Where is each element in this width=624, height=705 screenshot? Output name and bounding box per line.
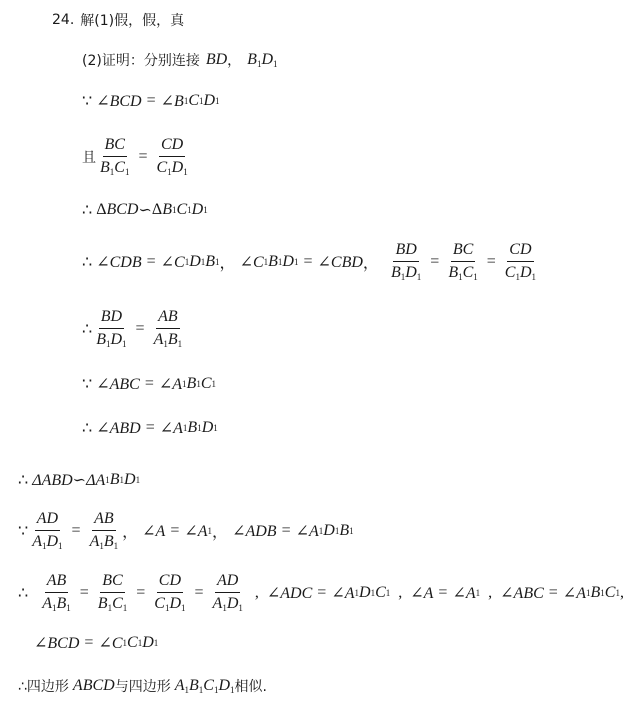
answer-header: [52, 10, 184, 30]
conclusion: ∴四边形 ABCD 与四边形 $A_1B_1C_1D_1$ 相似.: [18, 677, 267, 695]
similar-abd: ∴ ΔABD∽ΔA 1 B 1 D 1: [18, 471, 141, 489]
eq-angle-bcd: ∵ ∠BCD = ∠B 1 C 1 D 1: [82, 92, 220, 110]
segment-b1d1: $B_1D_1$: [247, 51, 278, 69]
comma: ，: [227, 53, 242, 69]
eq-ratio-bc-cd: 且 $\frac{BC}{B_1C_1}$ = $\frac{CD}{C_1D_1}$: [82, 136, 188, 177]
eq-all-ratios-angles: ∴ $\frac{AB}{A_1B_1}$ = $\frac{BC}{B_1C_1}$ = $\frac{CD}{C_1D_1}$ = $\frac{AD}{A_1D_1}$ , ∠ADC = ∠A 1 D 1 C 1 , ∠A = ∠A 1 , ∠ABC = ∠A 1 B 1 C 1 ,: [18, 572, 624, 613]
eq-angle-bcd-final: ∠BCD = ∠C 1 C 1 D 1: [34, 634, 159, 652]
proof-text: 分别连接: [143, 53, 200, 69]
similar-bcd: ∴ Δ BCD ∽ Δ B 1 C 1 D 1: [82, 201, 208, 219]
eq-ratio-ad-ab-angles: ∵ $\frac{AD}{A_1D_1}$ = $\frac{AB}{A_1B_1}$ ， ∠A = ∠A 1 ， ∠ADB = ∠A 1 D 1 B 1: [18, 510, 354, 551]
problem-number: 24.: [52, 12, 75, 28]
eq-ratio-bd-ab: ∴ $\frac{BD}{B_1D_1}$ = $\frac{AB}{A_1B_1}$: [82, 308, 183, 349]
eq-cdb-cbd-ratios: ∴ ∠CDB = ∠C 1 D 1 B 1 ， ∠C 1 B 1 D 1 = ∠CBD ， $\frac{BD}{B_1D_1}$ = $\frac{BC}{B_1C_1}$ = $\frac{CD}{C_1D_1}$: [82, 241, 537, 282]
answer-word: 解: [80, 13, 95, 29]
eq-angle-abd: ∴ ∠ABD = ∠A 1 B 1 D 1: [82, 419, 218, 437]
part1-answers: (1)假，假，真: [94, 13, 185, 29]
proof-label: (2)证明：: [82, 53, 144, 69]
segment-bd: BD: [205, 51, 228, 68]
eq-angle-abc: ∵ ∠ABC = ∠A 1 B 1 C 1: [82, 375, 216, 393]
proof-intro: [82, 50, 278, 70]
